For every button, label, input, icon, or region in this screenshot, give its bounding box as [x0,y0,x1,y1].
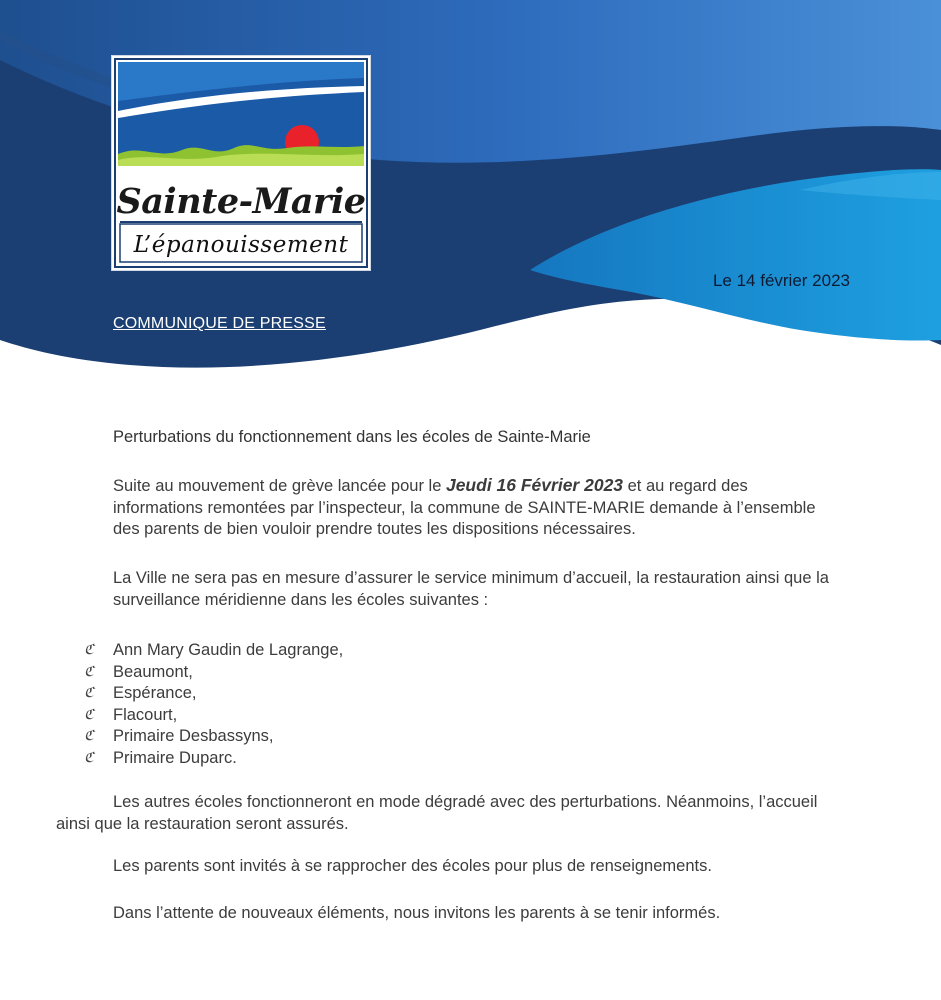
list-item [84,662,343,684]
bullet-icon: ℭ [84,728,94,744]
paragraph-strike-notice [113,475,833,541]
release-date: Le 14 février 2023 [712,271,850,290]
p1-text-end: et au regard des informations remontées par l’inspecteur, la commune de SAINTE-MARIE demande à l’ensemble des parents de bien vouloir prendre toutes les dispositions nécessaires. [113,477,816,538]
school-name: Espérance, [113,684,197,702]
sainte-marie-logo [112,56,370,270]
list-item [84,705,343,727]
logo-wordmark: Sainte-Marie [116,181,366,222]
school-name: Flacourt, [113,705,178,724]
list-item [84,726,343,748]
school-name: Primaire Desbassyns, [113,727,274,745]
list-item [84,640,343,662]
list-item [84,748,343,770]
bullet-icon: ℭ [84,663,94,680]
bullet-icon: ℭ [84,749,94,766]
press-release-label: COMMUNIQUE DE PRESSE [113,315,326,332]
affected-schools-list [84,640,343,769]
school-name: Primaire Duparc. [113,748,237,767]
strike-date-emphasis: Jeudi 16 Février 2023 [445,475,624,495]
bullet-icon: ℭ [84,706,94,723]
paragraph-other-schools: Les autres écoles fonctionneront en mode dégradé avec des perturbations. Néanmoins, l’accueil ainsi que la restauration seront assurés. [56,793,818,833]
paragraph-contact-schools: Les parents sont invités à se rapprocher des écoles pour plus de renseignements. [113,857,712,875]
school-name: Beaumont, [113,662,193,681]
bullet-icon: ℭ [84,685,94,701]
logo-tagline: L’épanouissement [133,232,349,258]
paragraph-stay-informed: Dans l’attente de nouveaux éléments, nous invitons les parents à se tenir informés. [113,904,721,922]
bullet-icon: ℭ [84,642,94,658]
p1-text-start: Suite au mouvement de grève lancée pour le [113,477,446,495]
school-name: Ann Mary Gaudin de Lagrange, [113,641,344,659]
paragraph-service-interruption: La Ville ne sera pas en mesure d’assurer le service minimum d’accueil, la restauration ainsi que la surveillance méridienne dans les écoles suivantes : [113,569,829,609]
list-item [84,683,343,705]
release-title: Perturbations du fonctionnement dans les écoles de Sainte-Marie [113,428,591,446]
